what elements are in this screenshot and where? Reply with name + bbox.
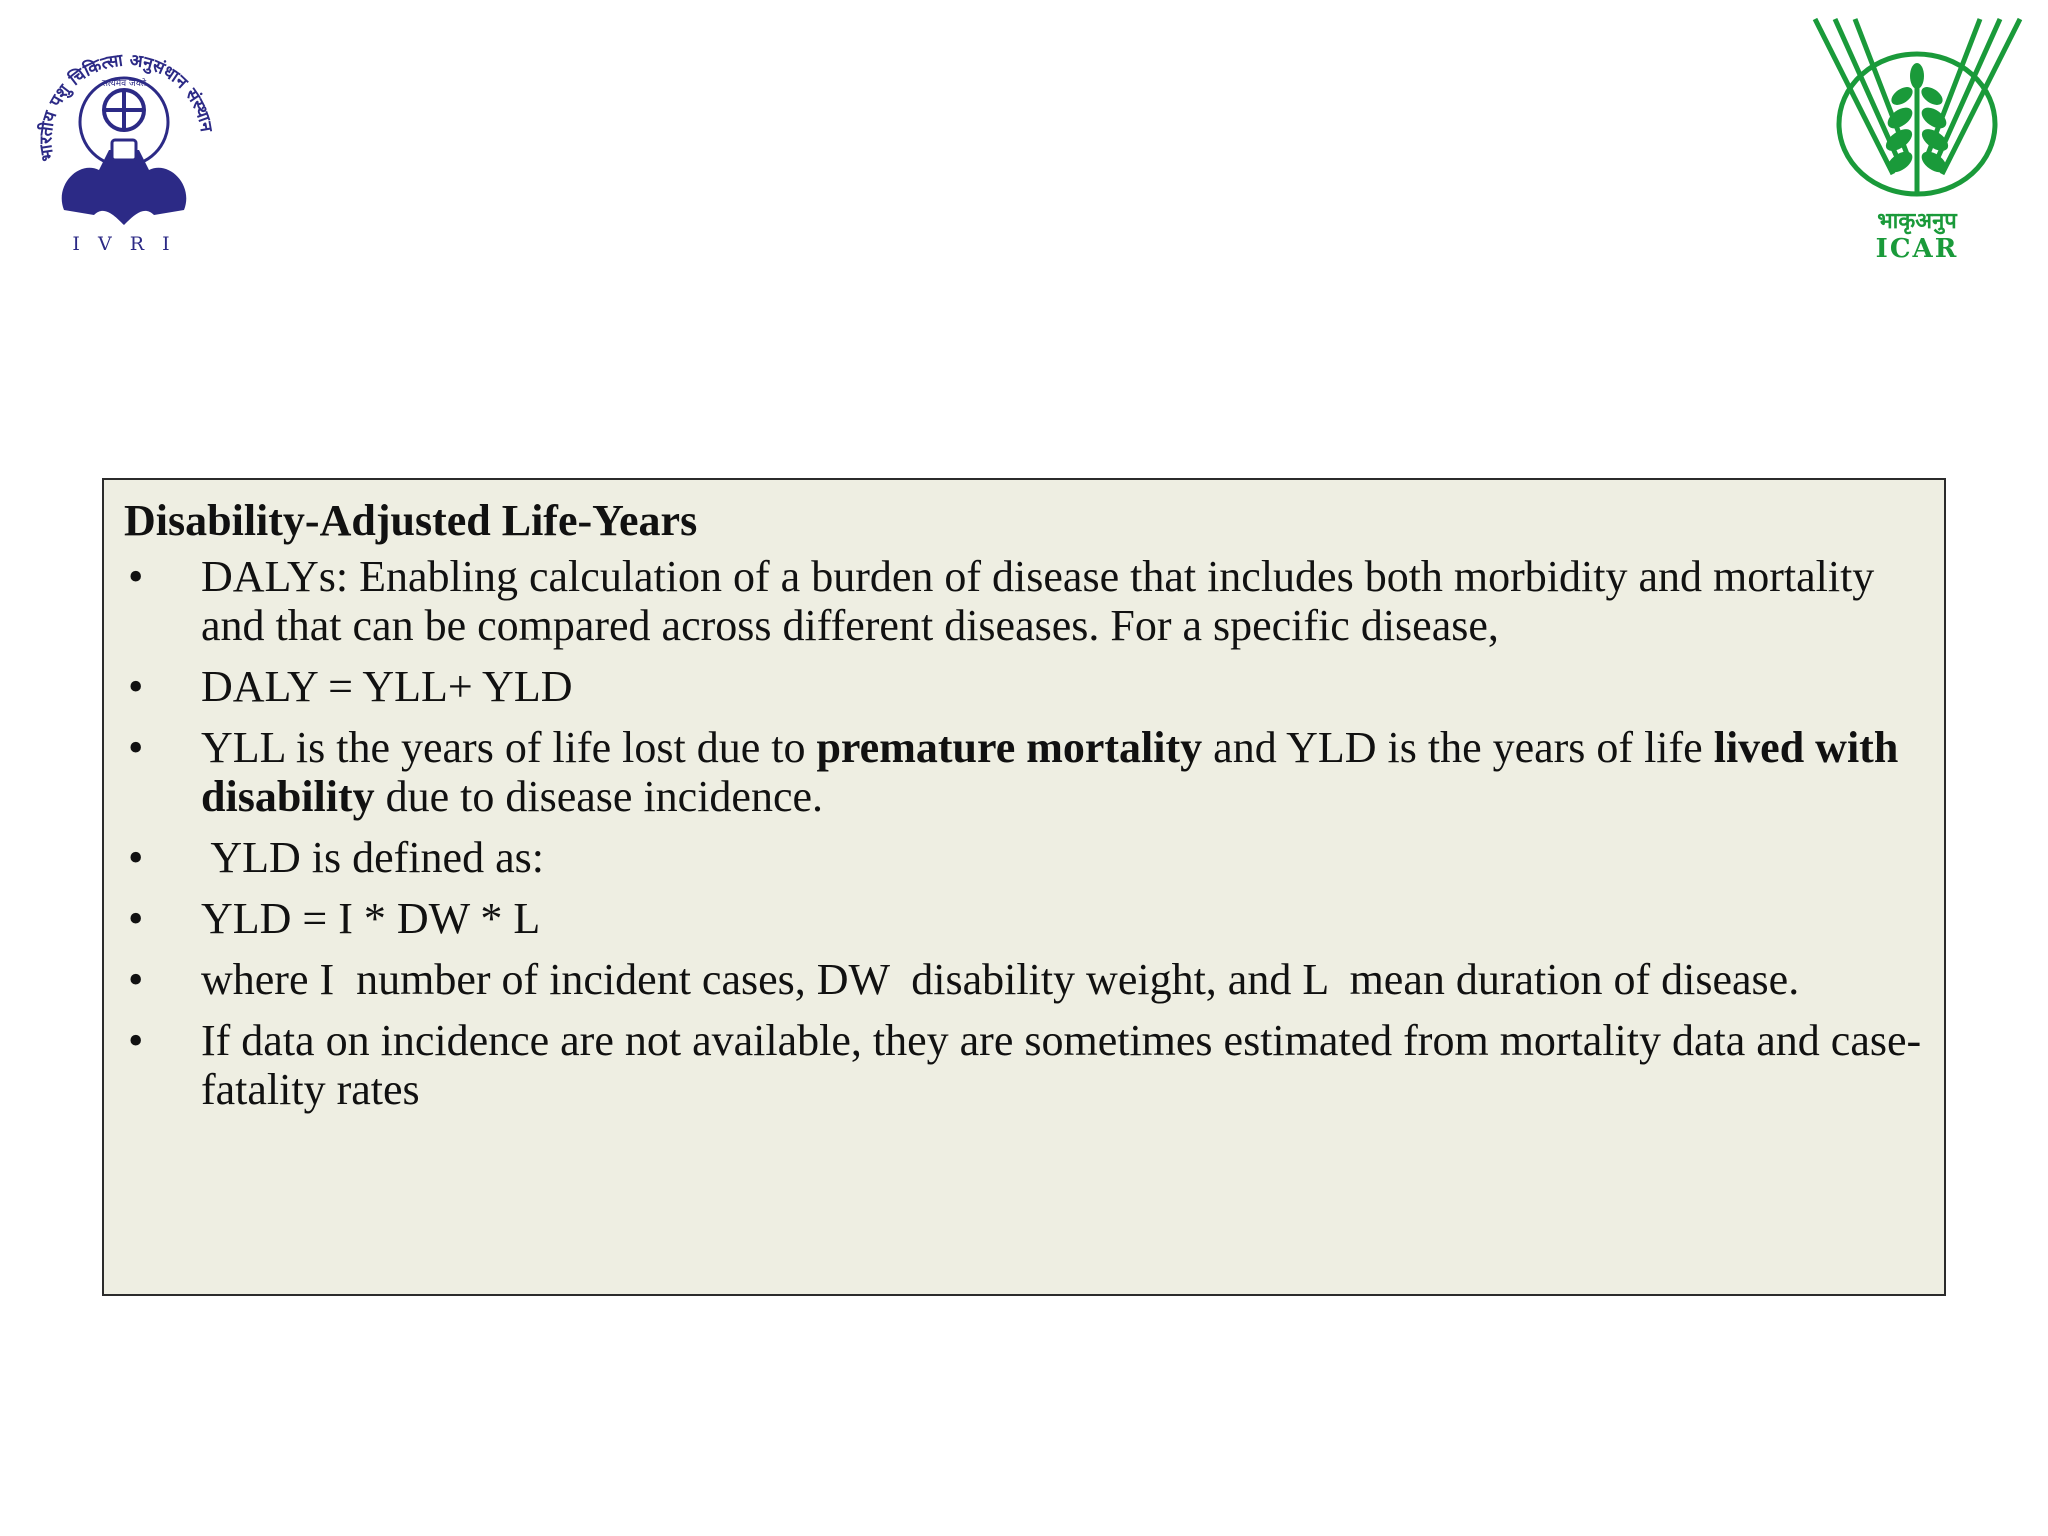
- ivri-inner-text: सत्यमेव जयते: [101, 79, 147, 89]
- bullet-icon: •: [128, 723, 144, 772]
- item-text: where I number of incident cases, DW disability weight, and L mean duration of disease.: [201, 955, 1800, 1004]
- bullet-icon: •: [128, 894, 144, 943]
- list-item: [124, 662, 1924, 711]
- item-text: YLD is defined as:: [201, 833, 544, 882]
- icar-label: ICAR: [1875, 234, 1959, 264]
- box-title: Disability-Adjusted Life-Years: [124, 496, 698, 545]
- item-text: DALYs: Enabling calculation of a burden of disease that includes both morbidity and mortality and that can be compared across different diseases. For a specific disease,: [201, 552, 1875, 650]
- list-item: [124, 833, 1924, 882]
- bullet-icon: •: [128, 552, 144, 601]
- ivri-logo: [24, 10, 224, 255]
- list-item: [124, 894, 1924, 943]
- bullet-icon: •: [128, 662, 144, 711]
- item-bold-lived-with-disability: lived with disability: [201, 723, 1899, 821]
- ivri-arc-text: भारतीय पशु चिकित्सा अनुसंधान संस्थान: [36, 50, 216, 163]
- item-bold-premature-mortality: premature mortality: [816, 723, 1203, 772]
- list-item: [124, 552, 1924, 650]
- item-text: DALY = YLL+ YLD: [201, 662, 573, 711]
- bullet-list: [124, 552, 1924, 1114]
- list-item: [124, 723, 1924, 821]
- daly-content-box: [102, 478, 1946, 1296]
- icar-logo: [1805, 14, 2030, 264]
- bullet-icon: •: [128, 955, 144, 1004]
- list-item: [124, 1016, 1924, 1114]
- item-text: YLD = I * DW * L: [201, 894, 541, 943]
- bullet-icon: •: [128, 833, 144, 882]
- item-text-pre: YLL is the years of life lost due to: [201, 723, 817, 772]
- bullet-icon: •: [128, 1016, 144, 1065]
- item-text-mid: and YLD is the years of life: [1202, 723, 1714, 772]
- icar-hindi-label: भाकृअनुप: [1877, 209, 1957, 234]
- list-item: [124, 955, 1924, 1004]
- ivri-label: I V R I: [72, 233, 176, 255]
- item-text: If data on incidence are not available, they are sometimes estimated from mortality data and case-fatality rates: [201, 1016, 1922, 1114]
- item-text-post: due to disease incidence.: [374, 772, 824, 821]
